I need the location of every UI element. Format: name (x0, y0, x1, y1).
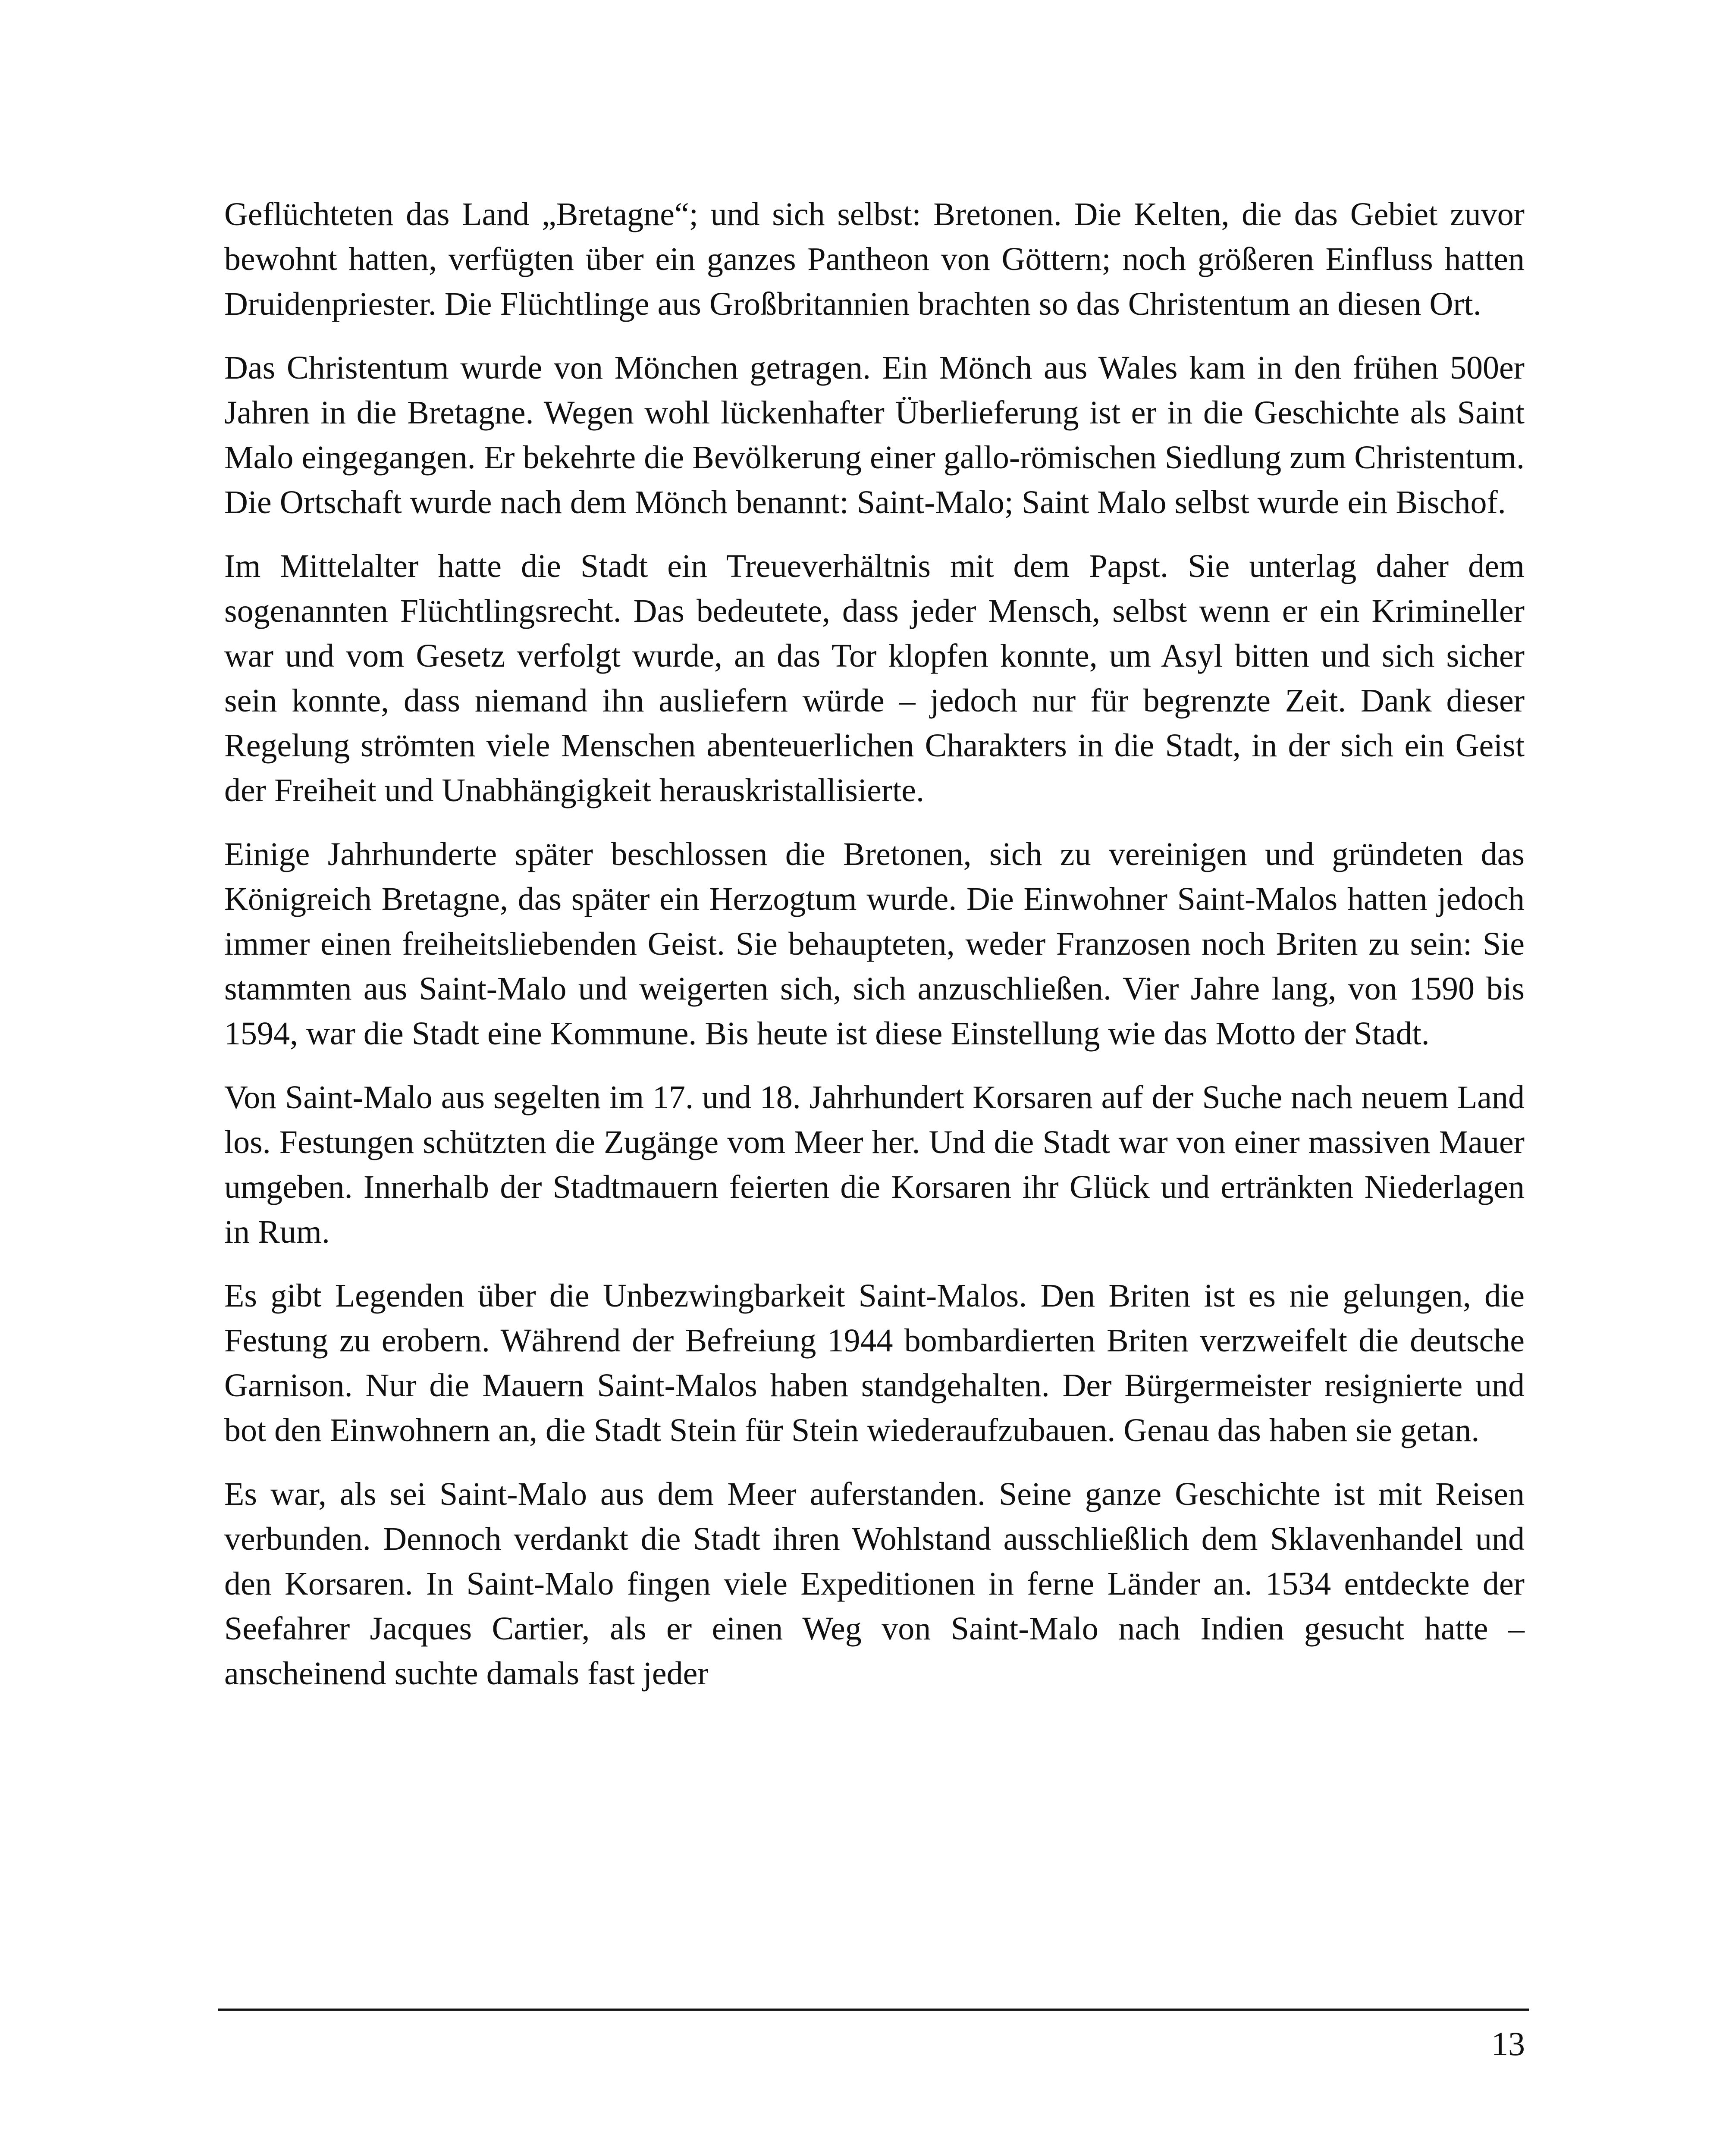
paragraph-6: Es gibt Legenden über die Unbezwingbarkeit Saint-Malos. Den Briten ist es nie gelungen, die Festung zu erobern. Während der Befreiung 1944 bombardierten Briten verzweifelt die deutsche Garnison. Nur die Mauern Saint-Malos haben standgehalten. Der Bürgermeister resignierte und bot den Einwohnern an, die Stadt Stein für Stein wiederaufzubauen. Genau das haben sie getan. (224, 1278, 1525, 1448)
page-number: 13 (1491, 2025, 1525, 2062)
body-text (224, 192, 1525, 1715)
paragraph-7: Es war, als sei Saint-Malo aus dem Meer auferstanden. Seine ganze Geschichte ist mit Reisen verbunden. Dennoch verdankt die Stadt ihren Wohlstand ausschließlich dem Sklavenhandel und den Korsaren. In Saint-Malo fingen viele Expeditionen in ferne Länder an. 1534 entdeckte der Seefahrer Jacques Cartier, als er einen Weg von Saint-Malo nach Indien gesucht hatte – anscheinend suchte damals fast jeder (224, 1476, 1525, 1692)
paragraph-5: Von Saint-Malo aus segelten im 17. und 18. Jahrhundert Korsaren auf der Suche nach neuem Land los. Festungen schützten die Zugänge vom Meer her. Und die Stadt war von einer massiven Mauer umgeben. Innerhalb der Stadtmauern feierten die Korsaren ihr Glück und ertränkten Niederlagen in Rum. (224, 1079, 1525, 1250)
paragraph-1: Geflüchteten das Land „Bretagne“; und sich selbst: Bretonen. Die Kelten, die das Gebiet zuvor bewohnt hatten, verfügten über ein ganzes Pantheon von Göttern; noch größeren Einfluss hatten Druidenpriester. Die Flüchtlinge aus Großbritannien brachten so das Christentum an diesen Ort. (224, 196, 1525, 322)
paragraph-4: Einige Jahrhunderte später beschlossen die Bretonen, sich zu vereinigen und gründeten das Königreich Bretagne, das später ein Herzogtum wurde. Die Einwohner Saint-Malos hatten jedoch immer einen freiheitsliebenden Geist. Sie behaupteten, weder Franzosen noch Briten zu sein: Sie stammten aus Saint-Malo und weigerten sich, sich anzuschließen. Vier Jahre lang, von 1590 bis 1594, war die Stadt eine Kommune. Bis heute ist diese Einstellung wie das Motto der Stadt. (224, 836, 1525, 1052)
footer-divider (218, 2009, 1529, 2011)
paragraph-3: Im Mittelalter hatte die Stadt ein Treueverhältnis mit dem Papst. Sie unterlag daher dem sogenannten Flüchtlingsrecht. Das bedeutete, dass jeder Mensch, selbst wenn er ein Krimineller war und vom Gesetz verfolgt wurde, an das Tor klopfen konnte, um Asyl bitten und sich sicher sein konnte, dass niemand ihn ausliefern würde – jedoch nur für begrenzte Zeit. Dank dieser Regelung strömten viele Menschen abenteuerlichen Charakters in die Stadt, in der sich ein Geist der Freiheit und Unabhängigkeit herauskristallisierte. (224, 548, 1525, 808)
paragraph-2: Das Christentum wurde von Mönchen getragen. Ein Mönch aus Wales kam in den frühen 500er Jahren in die Bretagne. Wegen wohl lückenhafter Überlieferung ist er in die Geschichte als Saint Malo eingegangen. Er bekehrte die Bevölkerung einer gallo-römischen Siedlung zum Christentum. Die Ortschaft wurde nach dem Mönch benannt: Saint-Malo; Saint Malo selbst wurde ein Bischof. (224, 350, 1525, 520)
